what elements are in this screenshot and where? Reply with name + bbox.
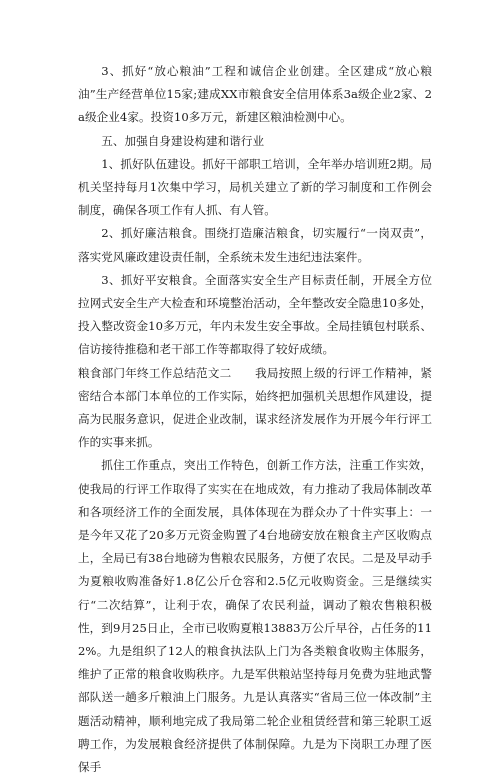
- section-heading-self-construction: 五、加强自身建设构建和谐行业: [101, 133, 265, 148]
- paragraph-sample-two-intro: 粮食部门年终工作总结范文二 我局按照上级的行评工作精神，紧密结合本部门本单位的工作实际，始终把加强机关思想作风建设，提高为民服务意识，促进企业改制，谋求经济发展作为开展今年行评工作的实事来抓。: [78, 365, 432, 450]
- paragraph-work-focus: 抓住工作重点，突出工作特色，创新工作方法，注重工作实效，使我局的行评工作取得了实实在在地成效，有力推动了我局体制改革和各项经济工作的全面发展，具体体现在为群众办了十件实事上：一是今年又花了20多万元资金购置了4台地磅安放在粮食主产区收购点上，全局已有38台地磅为售粮农民服务，方便了农民。二是及早动手为夏粮收购准备好1.8亿公斤仓容和2.5亿元收购资金。三是继续实行“二次结算”，让利于农，确保了农民利益，调动了粮农售粮积极性，到9月25日止，全市已收购夏粮13883万公斤早谷，占任务的112%。九是组织了12人的粮食执法队上门为各类粮食收购主体服务，维护了正常的粮食收购秩序。九是军供粮站坚持每月免费为驻地武警部队送一趟多斤粮油上门服务。九是认真落实“省局三位一体改制”主题活动精神，顺利地完成了我局第二轮企业租赁经营和第三轮职工返聘工作，为发展粮食经济提供了体制保障。九是为下岗职工办理了医保手: [78, 458, 432, 775]
- document-body: [78, 60, 432, 779]
- paragraph-team-building: 1、抓好队伍建设。抓好干部职工培训，全年举办培训班2期。局机关坚持每月1次集中学习，局机关建立了新的学习制度和工作例会制度，确保各项工作有人抓、有人管。: [78, 156, 432, 218]
- paragraph-clean-grain: 2、抓好廉洁粮食。围绕打造廉洁粮食，切实履行“一岗双责”，落实党风廉政建设责任制，全系统未发生违纪违法案件。: [78, 226, 432, 264]
- paragraph-food-oil-project: 3、抓好“放心粮油”工程和诚信企业创建。全区建成“放心粮油”生产经营单位15家;建成XX市粮食安全信用体系3a级企业2家、2a级企业4家。投资10多万元，新建区粮油检测中心。: [78, 64, 432, 125]
- paragraph-safe-grain: 3、抓好平安粮食。全面落实安全生产目标责任制，开展全方位拉网式安全生产大检查和环境整治活动，全年整改安全隐患10多处，投入整改资金10多万元，年内未发生安全事故。全局挂镇包村联系、信访接待推稳和老干部工作等都取得了较好成绩。: [78, 272, 432, 357]
